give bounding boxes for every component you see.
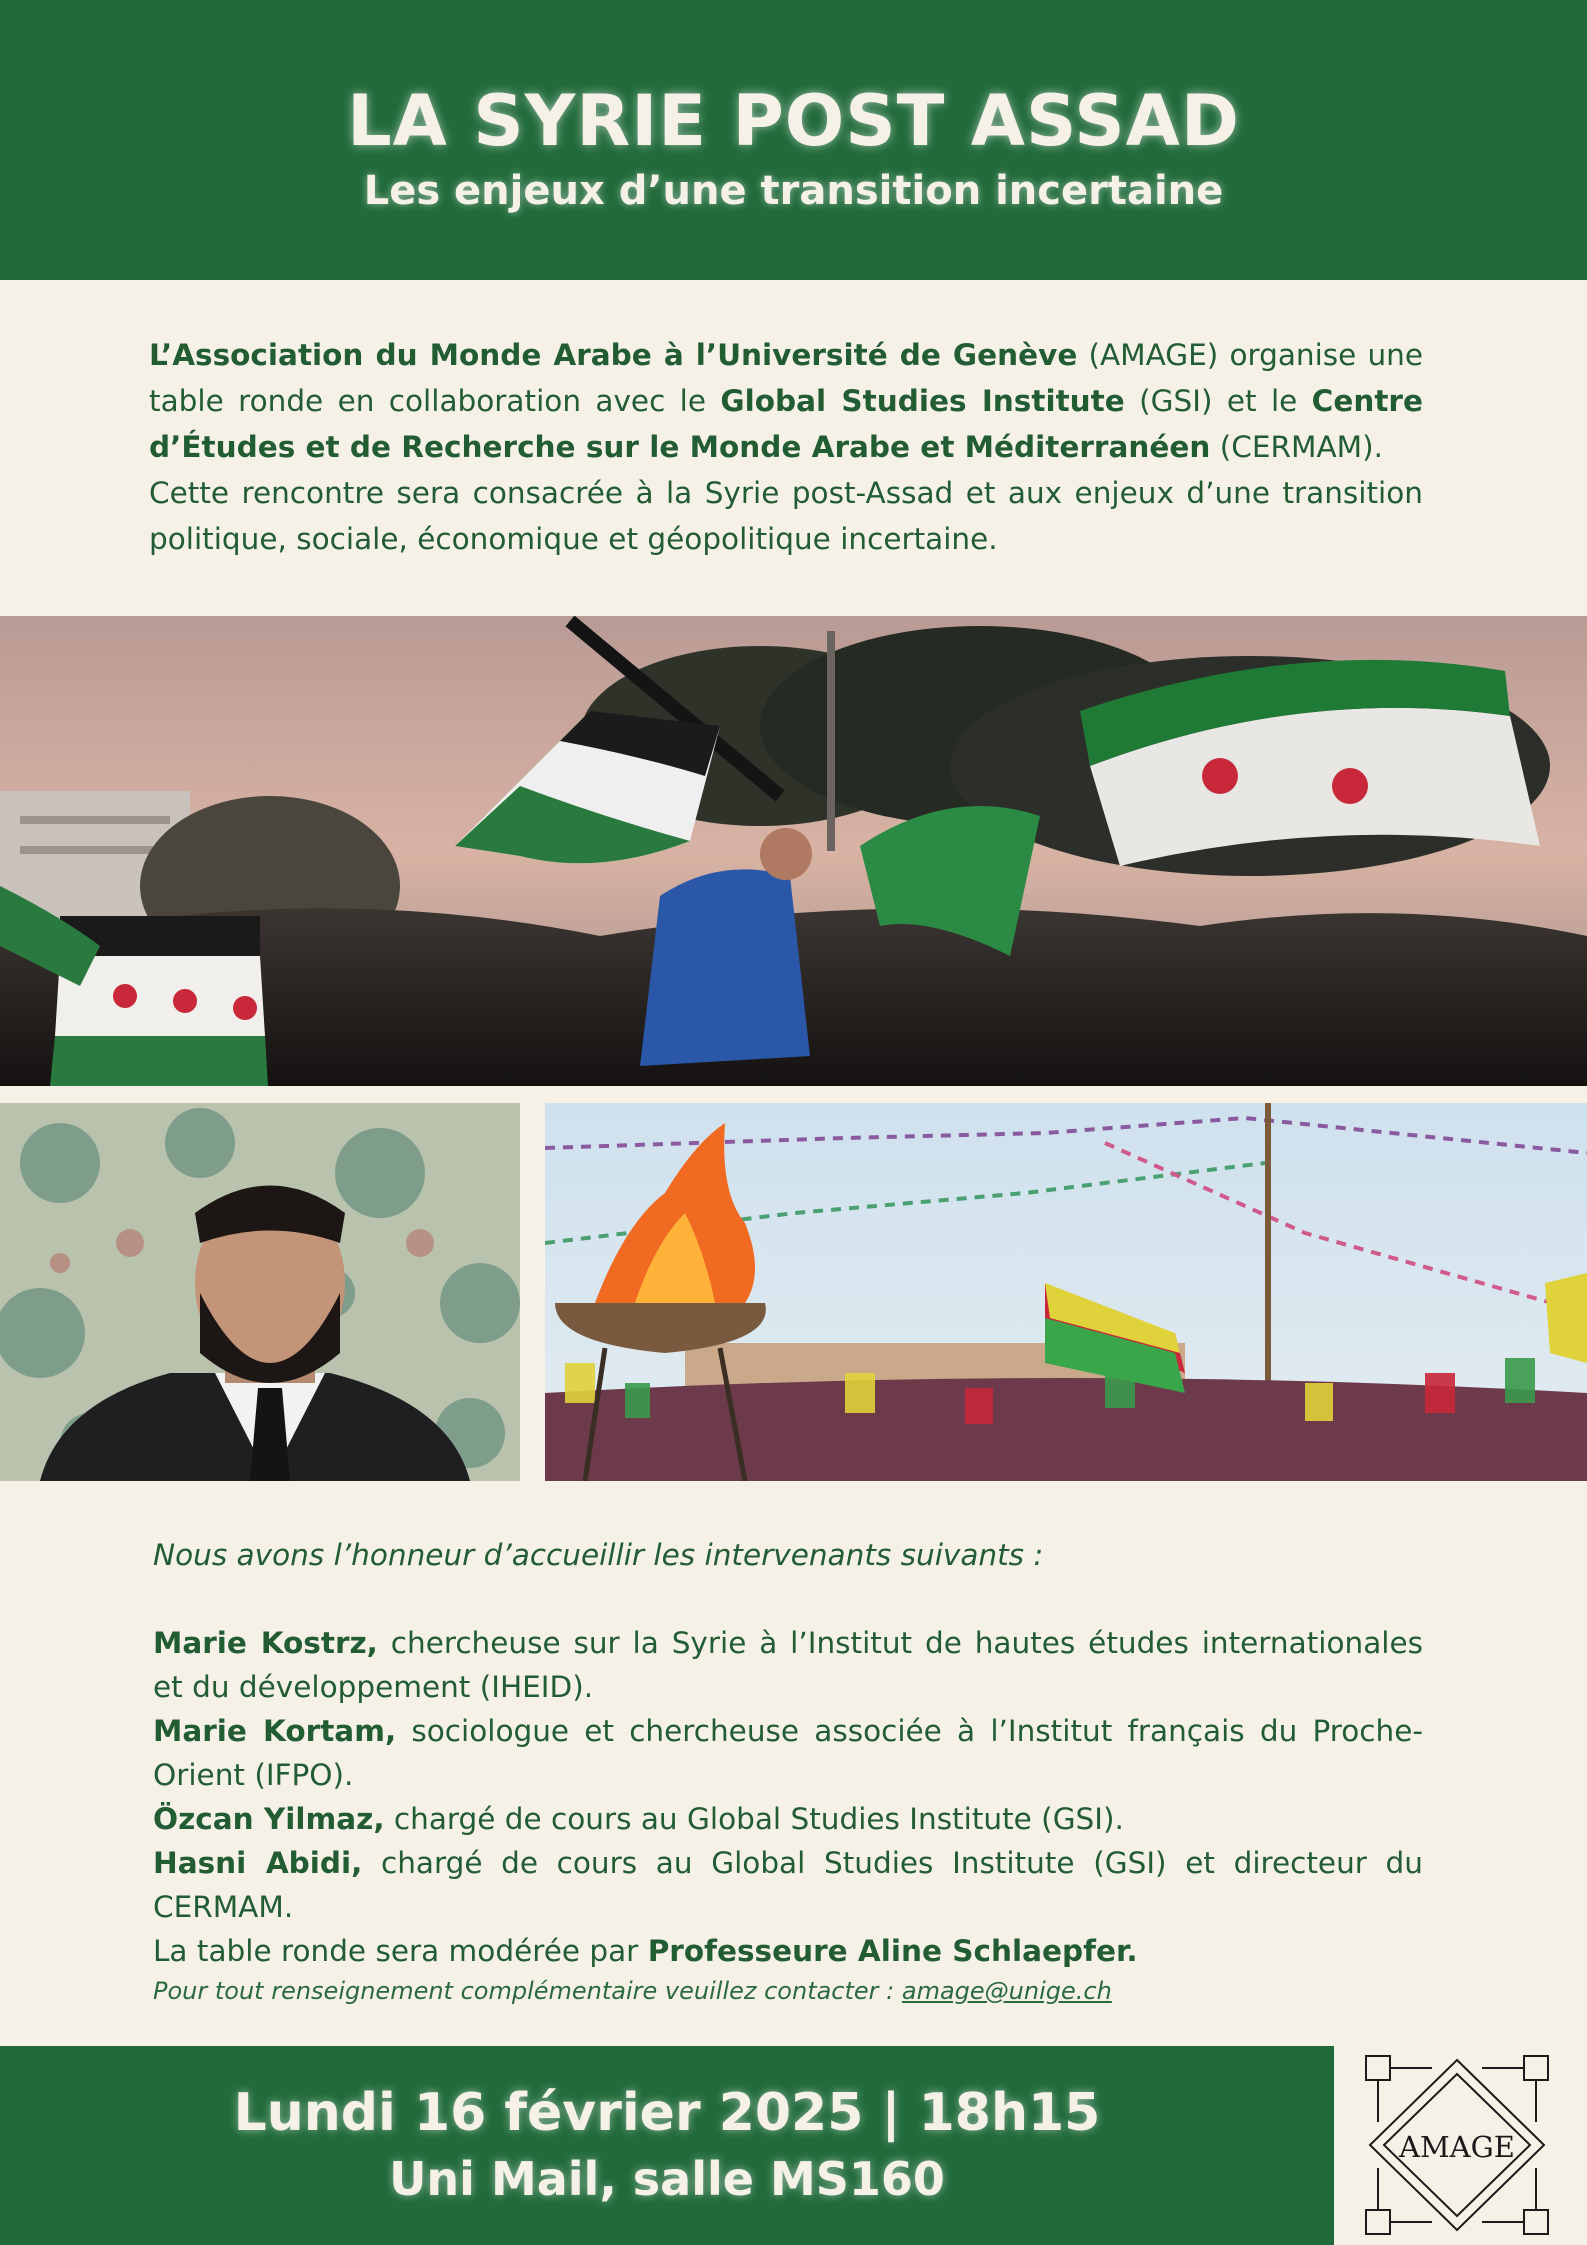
event-date: Lundi 16 février 2025 | 18h15: [233, 2083, 1101, 2143]
contact-email-link[interactable]: amage@unige.ch: [901, 1977, 1112, 2005]
amage-logo: [1362, 2052, 1552, 2238]
header-banner: [0, 0, 1587, 280]
gsi-name: Global Studies Institute: [720, 384, 1125, 418]
logo-text: AMAGE: [1399, 2130, 1515, 2164]
intro-paragraph: L’Association du Monde Arabe à l’Université de Genève (AMAGE) organise une table ronde en collaboration avec le Global Studies Institute (GSI) et le Centre d’Études et de Recherche sur le Monde Arabe et Méditerranéen (CERMAM). Cette rencontre sera consacrée à la Syrie post-Assad et aux enjeux d’une transition politique, sociale, économique et géopolitique incertaine.: [149, 332, 1423, 562]
rally-photo: [0, 616, 1587, 1086]
org-name: L’Association du Monde Arabe à l’Université de Genève: [149, 338, 1078, 372]
cermam-name: Centre d’Études et de Recherche sur le Monde Arabe et Méditerranéen: [149, 384, 1423, 464]
speakers-section: [153, 1533, 1423, 1973]
speaker-item: Özcan Yilmaz, chargé de cours au Global Studies Institute (GSI).: [153, 1802, 1124, 1836]
event-venue: Uni Mail, salle MS160: [389, 2152, 945, 2206]
speaker-item: Marie Kostrz, chercheuse sur la Syrie à l’Institut de hautes études internationales et du développement (IHEID).: [153, 1626, 1423, 1704]
speaker-item: Marie Kortam, sociologue et chercheuse associée à l’Institut français du Proche-Orient (IFPO).: [153, 1714, 1424, 1792]
contact-line: Pour tout renseignement complémentaire veuillez contacter : amage@unige.ch: [153, 1977, 1112, 2005]
speakers-intro: Nous avons l’honneur d’accueillir les intervenants suivants :: [153, 1538, 1044, 1572]
page-title: LA SYRIE POST ASSAD: [347, 80, 1240, 162]
footer-banner: [0, 2046, 1334, 2245]
moderator-name: Professeure Aline Schlaepfer.: [647, 1934, 1138, 1968]
page-subtitle: Les enjeux d’une transition incertaine: [363, 168, 1224, 214]
intro-description: Cette rencontre sera consacrée à la Syrie post-Assad et aux enjeux d’une transition politique, sociale, économique et géopolitique incertaine.: [149, 476, 1423, 556]
festival-photo: [545, 1103, 1587, 1481]
moderator-line: La table ronde sera modérée par Professeure Aline Schlaepfer.: [153, 1934, 1138, 1968]
speaker-item: Hasni Abidi, chargé de cours au Global Studies Institute (GSI) et directeur du CERMAM.: [153, 1846, 1423, 1924]
portrait-photo: [0, 1103, 520, 1481]
